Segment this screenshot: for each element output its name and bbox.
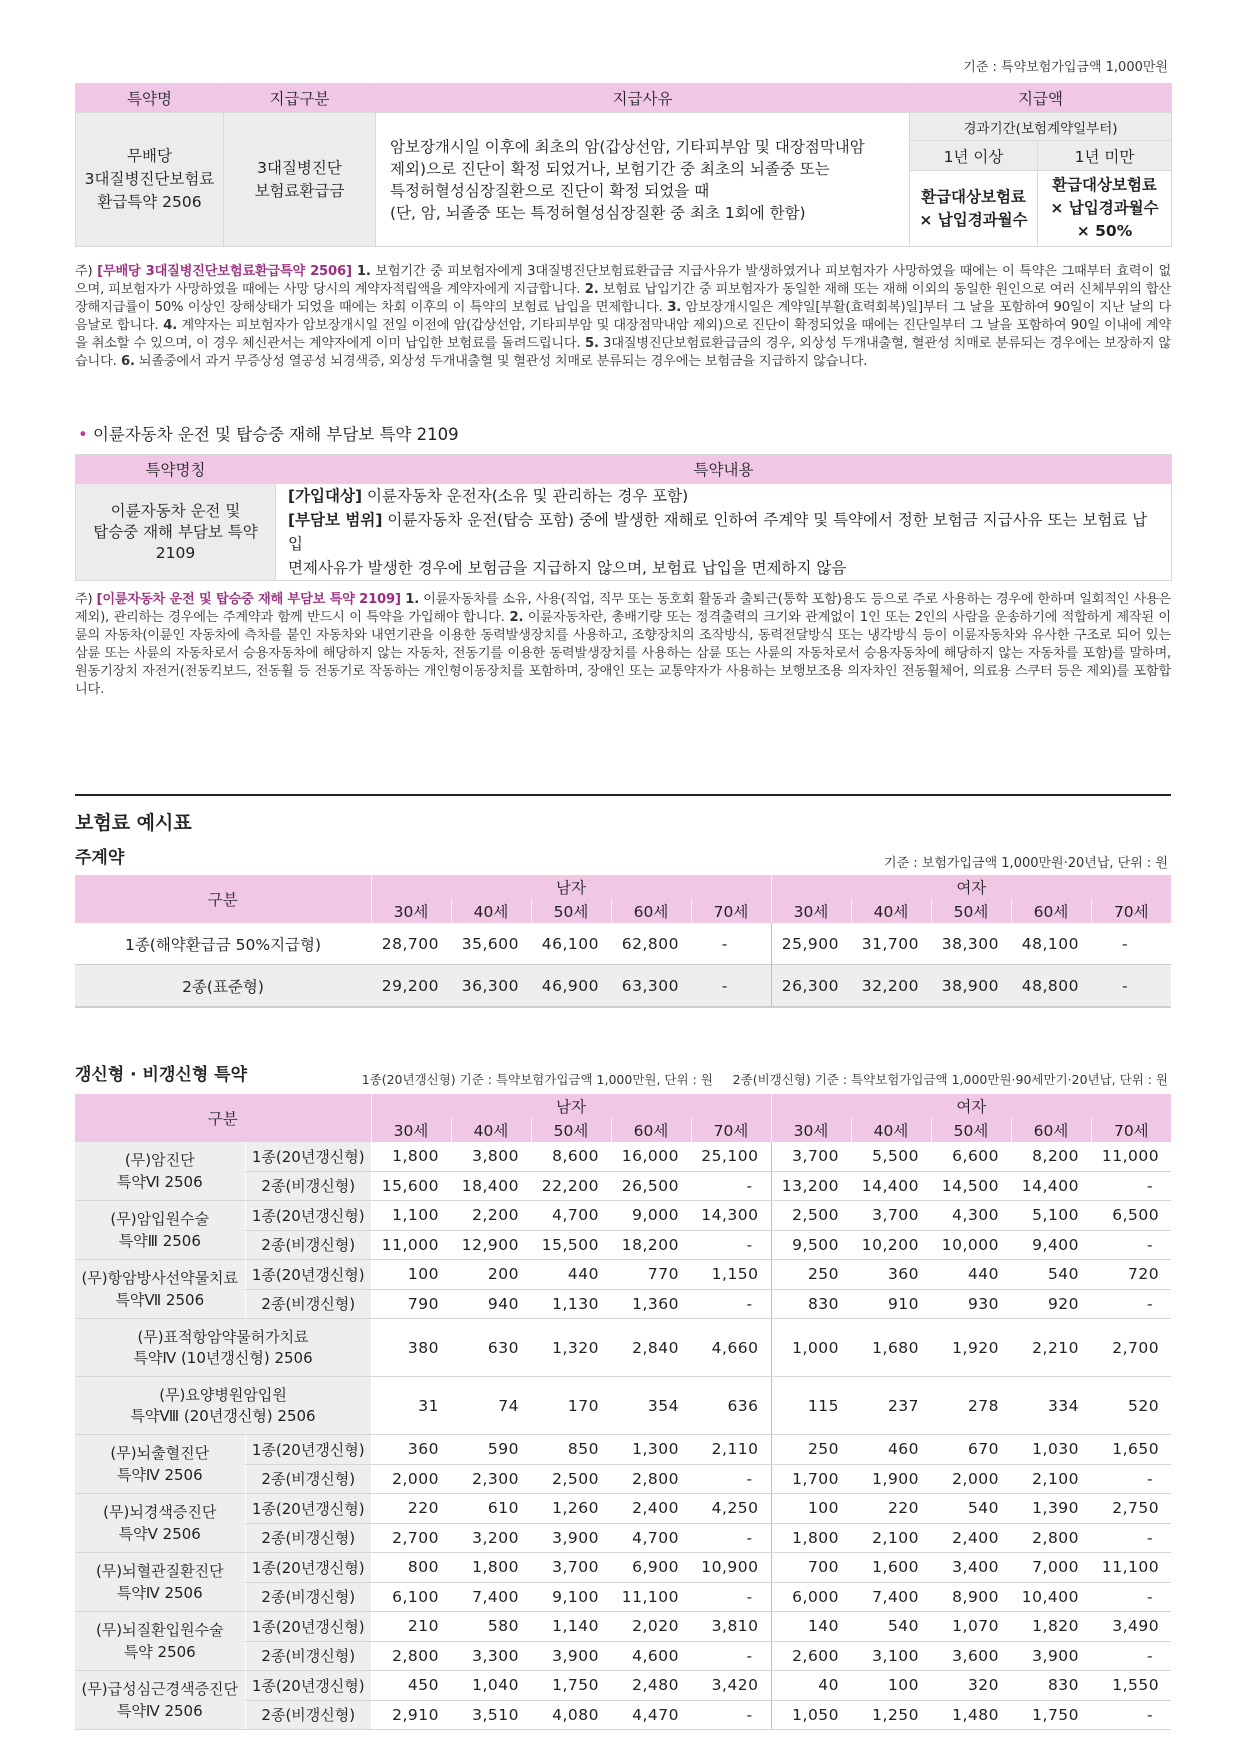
table-row [75,1671,1171,1701]
motorcycle-rider-note: 주) [이륜자동차 운전 및 탑승중 재해 부담보 특약 2109] 1. 이륜자동차를 소유, 사용(직업, 직무 또는 동호회 활동과 출퇴근(통학 포함)용도 등으로 주로 사용하는 경우에 한하며 일회적인 사용은 제외), 관리하는 경우에는 주계약과 함께 반드시 이 특약을 가입해야 합니다. 2. 이륜자동차란, 총배기량 또는 정격출력의 크기와 관계없이 1인 또는 2인의 사람을 운송하기에 적합하게 제작된 이륜의 자동차(이륜인 자동차에 측차를 붙인 자동차와 내연기관을 이용한 동력발생장치를 사용하고, 조향장치의 조작방식, 동력전달방식 또는 냉각방식 등이 이륜자동차와 유사한 구조로 되어 있는 삼륜 또는 사륜의 자동차로서 승용자동차에 해당하지 않는 자동차, 전동기를 이용한 동력발생장치를 사용하는 삼륜 또는 사륜의 자동차로서 승용자동차에 해당하지 않는 자동차를 포함)를 말하며, 원동기장치 자전거(전동킥보드, 전동휠 등 전동기로 작동하는 개인형이동장치를 포함하며, 장애인 또는 교통약자가 사용하는 보행보조용 의자차인 전동휠체어, 의료용 스쿠터 등은 제외)를 포함합니다. [75,592,1172,697]
premium-cell: 9,500 [771,1230,851,1260]
motorcycle-rider-section-title: • 이륜자동차 운전 및 탑승중 재해 부담보 특약 2109 [78,425,459,444]
renewal-female-header: 여자 [771,1094,1171,1118]
premium-cell: 6,100 [371,1582,451,1612]
premium-cell: 1,820 [1011,1612,1091,1642]
rider-group-name: (무)뇌경색증진단 특약Ⅴ 2506 [75,1494,245,1553]
cell: 26,300 [771,965,851,1008]
premium-cell: 115 [771,1377,851,1435]
premium-cell: 1,040 [451,1671,531,1701]
premium-cell: 9,400 [1011,1230,1091,1260]
motorcycle-rider-content: [가입대상] 이륜자동차 운전자(소유 및 관리하는 경우 포함) [부담보 범위] 이륜자동차 운전(탑승 포함) 중에 발생한 재해로 인하여 주계약 및 특약에서 정한 보험금 지급사유 또는 보험료 납입 면제사유가 발생한 경우에 보험금을 지급하지 않으며, 보험료 납입을 면제하지 않음 [276,484,1172,581]
premium-cell: - [1091,1171,1171,1201]
rider-subtype: 1종(20년갱신형) [245,1142,371,1171]
motorcycle-rider-table [75,454,1172,581]
premium-cell: 910 [851,1289,931,1319]
premium-cell: 14,400 [851,1171,931,1201]
cell: 31,700 [851,923,931,965]
premium-cell: 1,050 [771,1700,851,1730]
cell: 36,300 [451,965,531,1008]
premium-cell: 440 [931,1260,1011,1290]
premium-cell: 2,200 [451,1201,531,1231]
premium-cell: 920 [1011,1289,1091,1319]
premium-cell: 450 [371,1671,451,1701]
rider-subtype: 2종(비갱신형) [245,1582,371,1612]
main-age-header: 30세 [771,899,851,923]
premium-cell: 770 [611,1260,691,1290]
cell: - [1091,923,1171,965]
renewal-col-label: 구분 [75,1094,371,1142]
premium-cell: 4,700 [611,1523,691,1553]
premium-cell: 3,420 [691,1671,771,1701]
premium-cell: 3,810 [691,1612,771,1642]
premium-cell: 9,000 [611,1201,691,1231]
premium-cell: 2,400 [611,1494,691,1524]
premium-cell: 3,200 [451,1523,531,1553]
rider-subtype: 1종(20년갱신형) [245,1260,371,1290]
header-rider-name: 특약명 [76,84,224,113]
rider-refund-table [75,83,1172,247]
premium-cell: 1,100 [371,1201,451,1231]
premium-cell: 8,600 [531,1142,611,1171]
premium-cell: 14,300 [691,1201,771,1231]
renewal-age-header: 60세 [611,1118,691,1142]
premium-cell: 1,920 [931,1319,1011,1377]
rider-subtype: 2종(비갱신형) [245,1289,371,1319]
premium-cell: 100 [771,1494,851,1524]
cell: 46,900 [531,965,611,1008]
table-row [75,1142,1171,1171]
main-col-label: 구분 [75,875,371,923]
header-payment-reason: 지급사유 [376,84,910,113]
table-row [75,923,1171,965]
premium-cell: 460 [851,1435,931,1465]
premium-cell: 4,250 [691,1494,771,1524]
premium-cell: 354 [611,1377,691,1435]
premium-cell: 26,500 [611,1171,691,1201]
premium-cell: 2,500 [771,1201,851,1231]
premium-cell: 3,300 [451,1641,531,1671]
premium-cell: 334 [1011,1377,1091,1435]
rider-group-name: (무)뇌질환입원수술 특약 2506 [75,1612,245,1671]
premium-cell: 6,000 [771,1582,851,1612]
main-age-header: 60세 [1011,899,1091,923]
renewal-age-header: 70세 [1091,1118,1171,1142]
rider-subtype: 1종(20년갱신형) [245,1435,371,1465]
premium-cell: 2,300 [451,1464,531,1494]
cell: 46,100 [531,923,611,965]
premium-cell: - [691,1641,771,1671]
premium-cell: 2,750 [1091,1494,1171,1524]
header-payment-amount: 지급액 [910,84,1172,113]
premium-cell: 2,700 [1091,1319,1171,1377]
premium-cell: 1,130 [531,1289,611,1319]
rider-subtype: 2종(비갱신형) [245,1464,371,1494]
premium-cell: 100 [371,1260,451,1290]
premium-cell: 1,550 [1091,1671,1171,1701]
premium-cell: 14,500 [931,1171,1011,1201]
premium-cell: 440 [531,1260,611,1290]
cell: 29,200 [371,965,451,1008]
premium-cell: 3,510 [451,1700,531,1730]
premium-cell: 1,800 [371,1142,451,1171]
renewal-age-header: 60세 [1011,1118,1091,1142]
main-age-header: 50세 [531,899,611,923]
rider-subtype: 2종(비갱신형) [245,1230,371,1260]
premium-cell: 1,300 [611,1435,691,1465]
premium-cell: 3,800 [451,1142,531,1171]
premium-cell: 800 [371,1553,451,1583]
premium-cell: 580 [451,1612,531,1642]
table-row [75,1494,1171,1524]
premium-cell: 11,000 [371,1230,451,1260]
row-label: 1종(해약환급금 50%지급형) [75,923,371,965]
table-row [75,1377,1171,1435]
premium-cell: 1,800 [451,1553,531,1583]
main-premium-table [75,875,1171,1008]
cell: 48,800 [1011,965,1091,1008]
cell: 35,600 [451,923,531,965]
premium-cell: 220 [851,1494,931,1524]
premium-cell: 11,100 [611,1582,691,1612]
header-payment-type: 지급구분 [224,84,376,113]
amount-under-1-year: 환급대상보험료 × 납입경과월수 × 50% [1038,171,1172,247]
header-rider-title: 특약명칭 [76,455,276,484]
rider-group-name: (무)요양병원암입원 특약Ⅷ (20년갱신형) 2506 [75,1377,371,1435]
section-divider [75,794,1171,796]
premium-cell: 1,900 [851,1464,931,1494]
cell: 38,900 [931,965,1011,1008]
premium-cell: 3,490 [1091,1612,1171,1642]
premium-cell: 15,500 [531,1230,611,1260]
premium-cell: 18,400 [451,1171,531,1201]
premium-cell: 13,200 [771,1171,851,1201]
premium-cell: 10,400 [1011,1582,1091,1612]
premium-cell: 22,200 [531,1171,611,1201]
premium-cell: 1,140 [531,1612,611,1642]
premium-cell: - [1091,1230,1171,1260]
cell: 25,900 [771,923,851,965]
premium-cell: - [691,1464,771,1494]
premium-cell: - [691,1700,771,1730]
premium-cell: - [1091,1523,1171,1553]
rider-refund-note: 주) [무배당 3대질병진단보험료환급특약 2506] 1. 보험기간 중 피보험자에게 3대질병진단보험료환급금 지급사유가 발생하였거나 피보험자가 사망하였을 때에는 이 특약은 그때부터 효력이 없으며, 피보험자가 사망하였을 때에는 사망 당시의 계약자적립액을 계약자에게 지급합니다. 2. 보험료 납입기간 중 피보험자가 동일한 재해 또는 재해 이외의 동일한 원인으로 여러 신체부위의 합산 장해지급률이 50% 이상인 장해상태가 되었을 때에는 차회 이후의 이 특약의 보험료 납입을 면제합니다. 3. 암보장개시일은 계약일[부활(효력회복)일]부터 그 날을 포함하여 90일이 지난 날의 다음날로 합니다. 4. 계약자는 피보험자가 암보장개시일 전일 이전에 암(갑상선암, 기타피부암 및 대장점막내암 제외)으로 진단이 확정되었을 때에는 진단일부터 그 날을 포함하여 90일 이내에 계약을 취소할 수 있으며, 이 경우 체신관서는 계약자에게 이미 납입한 보험료를 돌려드립니다. 5. 3대질병진단보험료환급금의 경우, 외상성 두개내출혈, 혈관성 치매로 분류되는 경우에는 보장하지 않습니다. 6. 뇌졸중에서 과거 무증상성 열공성 뇌경색증, 외상성 두개내출혈 및 혈관성 치매로 분류되는 경우에는 보험금을 지급하지 않습니다. [75,264,1172,369]
premium-cell: 11,000 [1091,1142,1171,1171]
premium-cell: 1,680 [851,1319,931,1377]
rider-group-name: (무)암진단 특약Ⅵ 2506 [75,1142,245,1201]
premium-cell: 5,500 [851,1142,931,1171]
premium-cell: 2,110 [691,1435,771,1465]
premium-cell: 2,020 [611,1612,691,1642]
premium-cell: 1,150 [691,1260,771,1290]
main-age-header: 30세 [371,899,451,923]
premium-cell: 2,700 [371,1523,451,1553]
renewal-age-header: 40세 [851,1118,931,1142]
main-female-header: 여자 [771,875,1171,899]
premium-cell: 3,100 [851,1641,931,1671]
premium-cell: 250 [771,1260,851,1290]
premium-cell: - [691,1171,771,1201]
premium-cell: 7,400 [451,1582,531,1612]
premium-cell: 4,470 [611,1700,691,1730]
renewal-age-header: 50세 [531,1118,611,1142]
premium-cell: 1,320 [531,1319,611,1377]
premium-cell: 7,400 [851,1582,931,1612]
premium-cell: 9,100 [531,1582,611,1612]
premium-cell: 2,600 [771,1641,851,1671]
premium-cell: 1,000 [771,1319,851,1377]
rider-name-cell: 무배당 3대질병진단보험료 환급특약 2506 [76,113,224,247]
premium-cell: 200 [451,1260,531,1290]
premium-cell: 7,000 [1011,1553,1091,1583]
rider-subtype: 1종(20년갱신형) [245,1494,371,1524]
cell: 48,100 [1011,923,1091,965]
premium-cell: 1,750 [1011,1700,1091,1730]
premium-section-title: 보험료 예시표 [75,812,192,834]
premium-cell: 1,650 [1091,1435,1171,1465]
premium-cell: 4,080 [531,1700,611,1730]
premium-cell: 220 [371,1494,451,1524]
cell: - [691,965,771,1008]
rider-group-name: (무)뇌출혈진단 특약Ⅳ 2506 [75,1435,245,1494]
payment-type-cell: 3대질병진단 보험료환급금 [224,113,376,247]
premium-cell: 830 [1011,1671,1091,1701]
header-rider-content: 특약내용 [276,455,1172,484]
premium-cell: - [691,1582,771,1612]
premium-cell: 5,100 [1011,1201,1091,1231]
renewal-male-header: 남자 [371,1094,771,1118]
premium-cell: 40 [771,1671,851,1701]
premium-cell: - [1091,1289,1171,1319]
premium-cell: 6,900 [611,1553,691,1583]
payment-reason-cell: 암보장개시일 이후에 최초의 암(갑상선암, 기타피부암 및 대장점막내암 제외)으로 진단이 확정 되었거나, 보험기간 중 최초의 뇌졸중 또는 특정허혈성심장질환으로 진단이 확정 되었을 때 (단, 암, 뇌졸중 또는 특정허혈성심장질환 중 최초 1회에 한함) [376,113,910,247]
premium-cell: 1,070 [931,1612,1011,1642]
rider-group-name: (무)암입원수술 특약Ⅲ 2506 [75,1201,245,1260]
cell: - [1091,965,1171,1008]
premium-cell: 930 [931,1289,1011,1319]
premium-cell: 2,000 [371,1464,451,1494]
motorcycle-rider-name: 이륜자동차 운전 및 탑승중 재해 부담보 특약 2109 [76,484,276,581]
premium-cell: 8,900 [931,1582,1011,1612]
premium-cell: 940 [451,1289,531,1319]
rider-group-name: (무)표적항암약물허가치료 특약Ⅳ (10년갱신형) 2506 [75,1319,371,1377]
premium-cell: 12,900 [451,1230,531,1260]
premium-cell: 1,250 [851,1700,931,1730]
renewal-rider-basis: 1종(20년갱신형) 기준 : 특약보험가입금액 1,000만원, 단위 : 원 2종(비갱신형) 기준 : 특약보험가입금액 1,000만원·90세만기·20년납, 단위 : 원 [361,1072,1168,1087]
premium-cell: 3,700 [531,1553,611,1583]
premium-cell: 3,700 [771,1142,851,1171]
premium-cell: 18,200 [611,1230,691,1260]
premium-cell: 11,100 [1091,1553,1171,1583]
premium-cell: - [691,1523,771,1553]
premium-cell: 4,660 [691,1319,771,1377]
premium-cell: 2,800 [371,1641,451,1671]
col-over-1-year: 1년 이상 [910,141,1038,171]
premium-cell: 16,000 [611,1142,691,1171]
main-age-header: 40세 [851,899,931,923]
premium-cell: 3,600 [931,1641,1011,1671]
premium-cell: 3,700 [851,1201,931,1231]
table-row [75,1319,1171,1377]
cell: 63,300 [611,965,691,1008]
premium-cell: 360 [851,1260,931,1290]
premium-cell: 25,100 [691,1142,771,1171]
premium-cell: 2,100 [851,1523,931,1553]
premium-cell: 2,840 [611,1319,691,1377]
premium-cell: 210 [371,1612,451,1642]
row-label: 2종(표준형) [75,965,371,1008]
rider-subtype: 2종(비갱신형) [245,1700,371,1730]
renewal-age-header: 30세 [771,1118,851,1142]
premium-cell: 170 [531,1377,611,1435]
table-row [75,965,1171,1008]
premium-cell: 74 [451,1377,531,1435]
premium-cell: - [691,1289,771,1319]
rider-subtype: 2종(비갱신형) [245,1171,371,1201]
premium-cell: 720 [1091,1260,1171,1290]
premium-cell: 2,800 [1011,1523,1091,1553]
rider-subtype: 2종(비갱신형) [245,1641,371,1671]
premium-cell: 850 [531,1435,611,1465]
premium-cell: 2,480 [611,1671,691,1701]
premium-cell: 1,600 [851,1553,931,1583]
premium-cell: 4,700 [531,1201,611,1231]
premium-cell: 630 [451,1319,531,1377]
premium-cell: 250 [771,1435,851,1465]
premium-cell: 14,400 [1011,1171,1091,1201]
rider-group-name: (무)항암방사선약물치료 특약Ⅶ 2506 [75,1260,245,1319]
premium-cell: 4,600 [611,1641,691,1671]
renewal-age-header: 30세 [371,1118,451,1142]
rider-group-name: (무)뇌혈관질환진단 특약Ⅳ 2506 [75,1553,245,1612]
premium-cell: - [691,1230,771,1260]
premium-cell: 278 [931,1377,1011,1435]
cell: 32,200 [851,965,931,1008]
renewal-premium-table [75,1094,1171,1730]
premium-cell: - [1091,1582,1171,1612]
col-under-1-year: 1년 미만 [1038,141,1172,171]
table-row [75,1201,1171,1231]
main-male-header: 남자 [371,875,771,899]
premium-cell: 790 [371,1289,451,1319]
premium-cell: 1,700 [771,1464,851,1494]
cell: - [691,923,771,965]
main-age-header: 70세 [1091,899,1171,923]
cell: 62,800 [611,923,691,965]
premium-cell: 2,100 [1011,1464,1091,1494]
premium-cell: 1,260 [531,1494,611,1524]
premium-cell: 670 [931,1435,1011,1465]
premium-cell: 320 [931,1671,1011,1701]
premium-cell: 540 [931,1494,1011,1524]
rider-group-name: (무)급성심근경색증진단 특약Ⅳ 2506 [75,1671,245,1730]
rider-subtype: 1종(20년갱신형) [245,1553,371,1583]
cell: 38,300 [931,923,1011,965]
premium-cell: 610 [451,1494,531,1524]
premium-cell: 700 [771,1553,851,1583]
premium-cell: 540 [851,1612,931,1642]
main-age-header: 50세 [931,899,1011,923]
premium-cell: 10,200 [851,1230,931,1260]
premium-cell: - [1091,1641,1171,1671]
main-contract-title: 주계약 [75,848,125,868]
elapsed-period-label: 경과기간(보험계약일부터) [910,113,1172,141]
renewal-rider-title: 갱신형 · 비갱신형 특약 [75,1065,248,1085]
premium-cell: 2,400 [931,1523,1011,1553]
premium-cell: 1,800 [771,1523,851,1553]
premium-cell: 31 [371,1377,451,1435]
premium-cell: 3,900 [531,1641,611,1671]
premium-cell: 1,360 [611,1289,691,1319]
table-row [75,1260,1171,1290]
amount-over-1-year: 환급대상보험료 × 납입경과월수 [910,171,1038,247]
rider-subtype: 1종(20년갱신형) [245,1612,371,1642]
premium-cell: 590 [451,1435,531,1465]
main-age-header: 60세 [611,899,691,923]
premium-cell: 10,900 [691,1553,771,1583]
table-row [75,1553,1171,1583]
table-row [75,1612,1171,1642]
premium-cell: 2,210 [1011,1319,1091,1377]
premium-cell: 8,200 [1011,1142,1091,1171]
premium-cell: 636 [691,1377,771,1435]
premium-cell: 1,390 [1011,1494,1091,1524]
renewal-age-header: 70세 [691,1118,771,1142]
premium-cell: 3,900 [531,1523,611,1553]
rider-subtype: 1종(20년갱신형) [245,1201,371,1231]
premium-cell: 10,000 [931,1230,1011,1260]
premium-cell: 100 [851,1671,931,1701]
premium-cell: 2,910 [371,1700,451,1730]
premium-cell: 4,300 [931,1201,1011,1231]
premium-cell: 520 [1091,1377,1171,1435]
rider-subtype: 2종(비갱신형) [245,1523,371,1553]
renewal-age-header: 50세 [931,1118,1011,1142]
premium-cell: 6,500 [1091,1201,1171,1231]
premium-cell: 1,750 [531,1671,611,1701]
premium-cell: 2,000 [931,1464,1011,1494]
premium-cell: 540 [1011,1260,1091,1290]
premium-cell: 3,900 [1011,1641,1091,1671]
rider-subtype: 1종(20년갱신형) [245,1671,371,1701]
premium-cell: 140 [771,1612,851,1642]
premium-cell: 15,600 [371,1171,451,1201]
table-row [75,1435,1171,1465]
premium-cell: 3,400 [931,1553,1011,1583]
rider-basis: 기준 : 특약보험가입금액 1,000만원 [963,60,1168,75]
main-age-header: 70세 [691,899,771,923]
main-contract-basis: 기준 : 보험가입금액 1,000만원·20년납, 단위 : 원 [884,856,1168,871]
premium-cell: 830 [771,1289,851,1319]
cell: 28,700 [371,923,451,965]
premium-cell: - [1091,1700,1171,1730]
main-age-header: 40세 [451,899,531,923]
renewal-age-header: 40세 [451,1118,531,1142]
premium-cell: 380 [371,1319,451,1377]
premium-cell: 360 [371,1435,451,1465]
premium-cell: 1,030 [1011,1435,1091,1465]
premium-cell: 237 [851,1377,931,1435]
premium-cell: 1,480 [931,1700,1011,1730]
premium-cell: 6,600 [931,1142,1011,1171]
premium-cell: 2,800 [611,1464,691,1494]
premium-cell: - [1091,1464,1171,1494]
premium-cell: 2,500 [531,1464,611,1494]
